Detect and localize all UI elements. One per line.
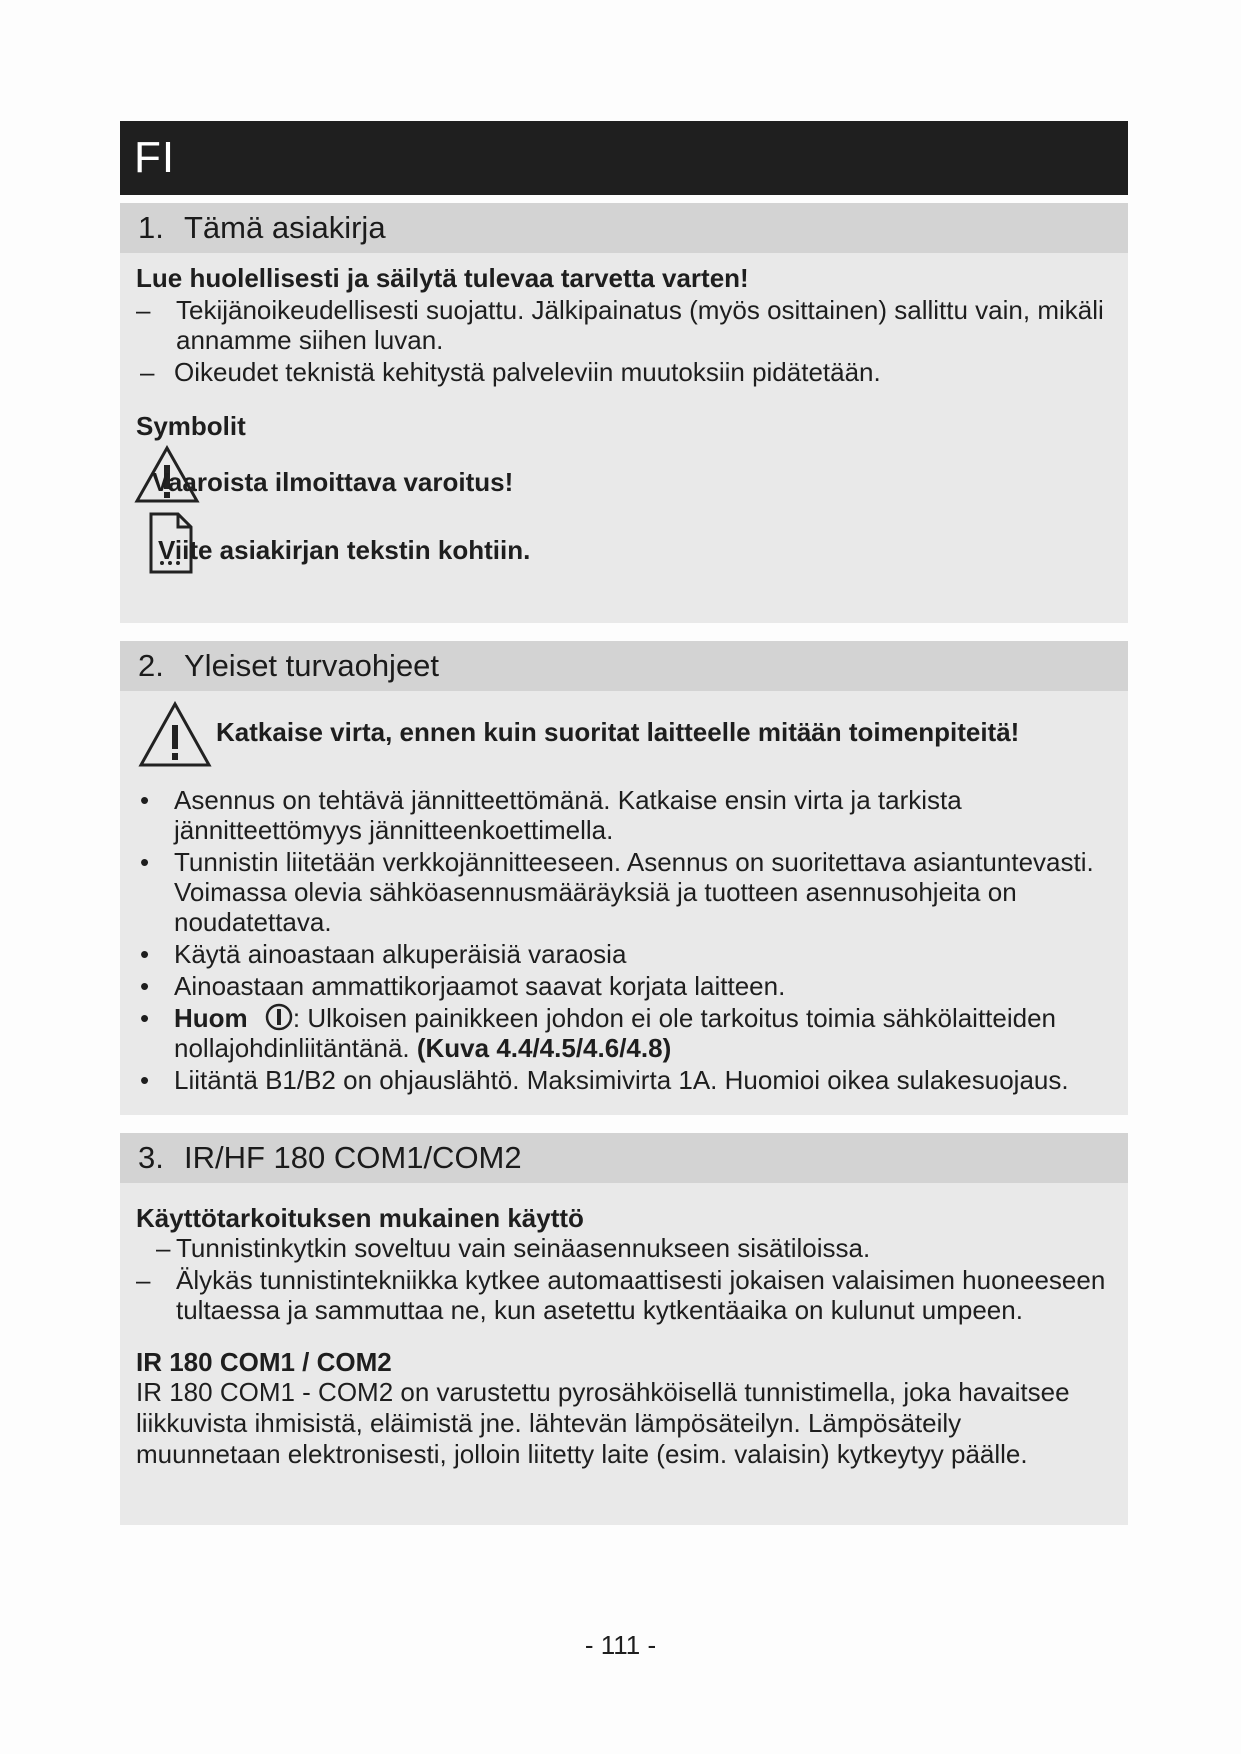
- symbol-row: Viite asiakirjan tekstin kohtiin.: [136, 511, 1112, 577]
- language-code: FI: [134, 133, 176, 182]
- list-item: – Älykäs tunnistintekniikka kytkee automaattisesti jokaisen valaisimen huoneeseen tultaessa ja sammuttaa ne, kun asetettu kytkentäaika on kulunut umpeen.: [136, 1265, 1106, 1325]
- list-item: – Tekijänoikeudellisesti suojattu. Jälkipainatus (myös osittainen) sallittu vain, mikäli annamme siihen luvan.: [136, 295, 1104, 355]
- section-heading: 3. IR/HF 180 COM1/COM2: [120, 1133, 1128, 1183]
- symbol-row: Vaaroista ilmoittava varoitus!: [136, 445, 1112, 507]
- list-item: – Tunnistinkytkin soveltuu vain seinäasennukseen sisätiloissa.: [156, 1233, 871, 1263]
- product-description: IR 180 COM1 - COM2 on varustettu pyrosähköisellä tunnistimella, joka havaitsee liikkuvista ihmisistä, eläimistä jne. lähtevän lämpösäteilyn. Lämpösäteily muunnetaan elektronisesti, jolloin liitetty laite (esim. valaisin) kytkeytyy päälle.: [136, 1377, 1070, 1469]
- list-item: • Käytä ainoastaan alkuperäisiä varaosia: [140, 939, 627, 969]
- list-item: • Huom : Ulkoisen painikkeen johdon ei ole tarkoitus toimia sähkölaitteiden nollajohdinliitäntänä. (Kuva 4.4/4.5/4.6/4.8): [140, 1003, 1057, 1063]
- list-item: – Oikeudet teknistä kehitystä palveleviin muutoksiin pidätetään.: [140, 357, 881, 387]
- info-circle-icon: [265, 1003, 293, 1031]
- section-heading: 2. Yleiset turvaohjeet: [120, 641, 1128, 691]
- page-number: - 111 -: [584, 1630, 657, 1660]
- safety-warning: Katkaise virta, ennen kuin suoritat laitteelle mitään toimenpiteitä!: [136, 699, 1112, 783]
- list-item: • Asennus on tehtävä jännitteettömänä. Katkaise ensin virta ja tarkista jännitteettömyys jännitteenkoettimella.: [140, 785, 962, 845]
- list-item: • Liitäntä B1/B2 on ohjauslähtö. Maksimivirta 1A. Huomioi oikea sulakesuojaus.: [140, 1065, 1069, 1095]
- product-heading: IR 180 COM1 / COM2: [136, 1347, 392, 1377]
- intended-use-heading: Käyttötarkoituksen mukainen käyttö: [136, 1203, 584, 1233]
- intro-bold: Lue huolellisesti ja säilytä tulevaa tarvetta varten!: [136, 263, 749, 293]
- page: [120, 121, 1128, 1469]
- warning-triangle-icon: [138, 701, 212, 769]
- list-item: • Tunnistin liitetään verkkojännitteeseen. Asennus on suoritettava asiantuntevasti. Voimassa olevia sähköasennusmääräyksiä ja tuotteen asennusohjeita on noudatettava.: [140, 847, 1094, 937]
- list-item: • Ainoastaan ammattikorjaamot saavat korjata laitteen.: [140, 971, 786, 1001]
- section-product: [120, 1133, 1128, 1525]
- language-header: [120, 121, 1128, 195]
- section-document: [120, 203, 1128, 623]
- section-safety: [120, 641, 1128, 1115]
- symbols-heading: Symbolit: [136, 411, 246, 441]
- section-heading: 1. Tämä asiakirja: [120, 203, 1128, 253]
